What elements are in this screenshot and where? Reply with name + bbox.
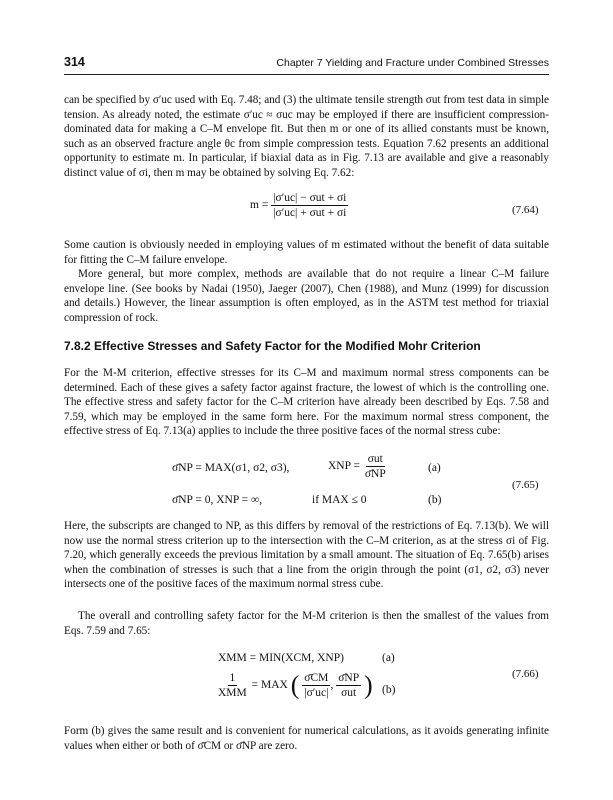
eq766-term2 xyxy=(336,672,361,699)
paragraph-4: For the M-M criterion, effective stresses for its C–M and maximum normal stress components can be determined. Each of these gives a safety factor against fracture, the lowest of which is the controlling one. The effective stress and safety factor for the C–M criterion have already been described by Eqs. 7.58 and 7.59, which may be employed in the same form here. For the maximum normal stress component, the effective stress of Eq. 7.13(a) applies to include the three positive faces of the normal stress cube: xyxy=(64,367,549,437)
eq765-a-right xyxy=(328,453,388,480)
paragraph-7: Form (b) gives the same result and is convenient for numerical calculations, as it avoids generating infinite values when either or both of σ̄CM or σ̄NP are zero. xyxy=(64,725,549,752)
eq765-b-right: if MAX ≤ 0 xyxy=(312,494,367,506)
eq765-numerator: σut xyxy=(367,453,383,465)
eq766-close-paren: ) xyxy=(363,670,373,700)
paragraph-2: Some caution is obviously needed in employing values of m estimated without the benefit of data suitable for fitting the C–M failure envelope. xyxy=(64,239,549,266)
eq765-denominator: σ̄NP xyxy=(364,468,386,480)
eq764-lhs: m = xyxy=(250,199,269,212)
equation-number-7-65: (7.65) xyxy=(512,479,539,491)
eq766-b xyxy=(216,672,373,699)
page-number: 314 xyxy=(64,55,85,69)
running-header: Chapter 7 Yielding and Fracture under Combined Stresses xyxy=(276,57,549,69)
eq764-fraction xyxy=(271,192,348,219)
eq766-comma: , xyxy=(330,679,334,692)
equation-number-7-66: (7.66) xyxy=(512,668,539,680)
eq766-term1 xyxy=(302,672,330,699)
paragraph-5: Here, the subscripts are changed to NP, as this differs by removal of the restrictions of Eq. 7.13(b). We will now use the normal stress criterion up to the intersection with the C–M criterion, as at the stress σi of Fig. 7.20, which generally exceeds the previous limitation by a small amount. The situation of Eq. 7.65(b) arises when the combination of stresses is such that a line from the origin through the point (σ1, σ2, σ3) never intersects one of the positive faces of the maximum normal stress cube. xyxy=(64,520,549,590)
paragraph-6: The overall and controlling safety factor for the M-M criterion is then the smallest of the values from Eqs. 7.59 and 7.65: xyxy=(64,610,549,637)
eq765-xnp-lhs: XNP = xyxy=(328,460,360,473)
eq765-a-label: (a) xyxy=(428,462,441,474)
header-rule xyxy=(64,74,549,75)
eq766-lhs-den: XMM xyxy=(218,687,247,699)
equation-number-7-64: (7.64) xyxy=(512,204,539,216)
eq764-numerator: |σ′uc| − σut + σi xyxy=(273,192,347,204)
eq766-t2-den: σut xyxy=(341,687,357,699)
paragraph-3: More general, but more complex, methods are available that do not require a linear C–M failure envelope line. (See books by Nadai (1950), Jaeger (2007), Chen (1988), and Munz (1999) for discussion and details.) However, the linear assumption is often employed, as in the ASTM test method for triaxial compression of rock. xyxy=(64,268,549,324)
eq765-b-label: (b) xyxy=(428,494,442,506)
eq765-a-left: σ̄NP = MAX(σ1, σ2, σ3), xyxy=(172,462,290,474)
eq766-b-label: (b) xyxy=(382,684,396,696)
eq766-max: = MAX xyxy=(251,679,288,692)
eq766-lhs-num: 1 xyxy=(229,672,236,684)
eq764-denominator: |σ′uc| + σut + σi xyxy=(273,207,347,219)
eq765-fraction xyxy=(363,453,388,480)
eq766-lhs-fraction xyxy=(216,672,249,699)
equation-7-64 xyxy=(250,192,348,219)
eq766-t1-den: |σ′uc| xyxy=(304,687,329,699)
eq766-open-paren: ( xyxy=(290,670,300,700)
section-heading: 7.8.2 Effective Stresses and Safety Factor for the Modified Mohr Criterion xyxy=(64,339,481,353)
eq766-t2-num: σ̄NP xyxy=(338,672,360,684)
eq765-b-left: σ̄NP = 0, XNP = ∞, xyxy=(172,494,263,506)
eq766-t1-num: σ̄CM xyxy=(304,672,329,684)
eq766-a-left: XMM = MIN(XCM, XNP) xyxy=(218,652,344,664)
paragraph-1: can be specified by σ′uc used with Eq. 7.48; and (3) the ultimate tensile strength σut from test data in simple tension. As already noted, the estimate σ′uc ≈ σuc may be employed if there are insufficient compression-dominated data for making a C–M envelope fit. But then m or one of its allied constants must be known, such as an observed fracture angle θc from simple compression tests. Equation 7.62 presents an additional opportunity to estimate m. In particular, if biaxial data as in Fig. 7.13 are available and give a reasonably distinct value of σi, then m may be obtained by solving Eq. 7.62: xyxy=(64,94,549,179)
eq766-a-label: (a) xyxy=(382,652,395,664)
